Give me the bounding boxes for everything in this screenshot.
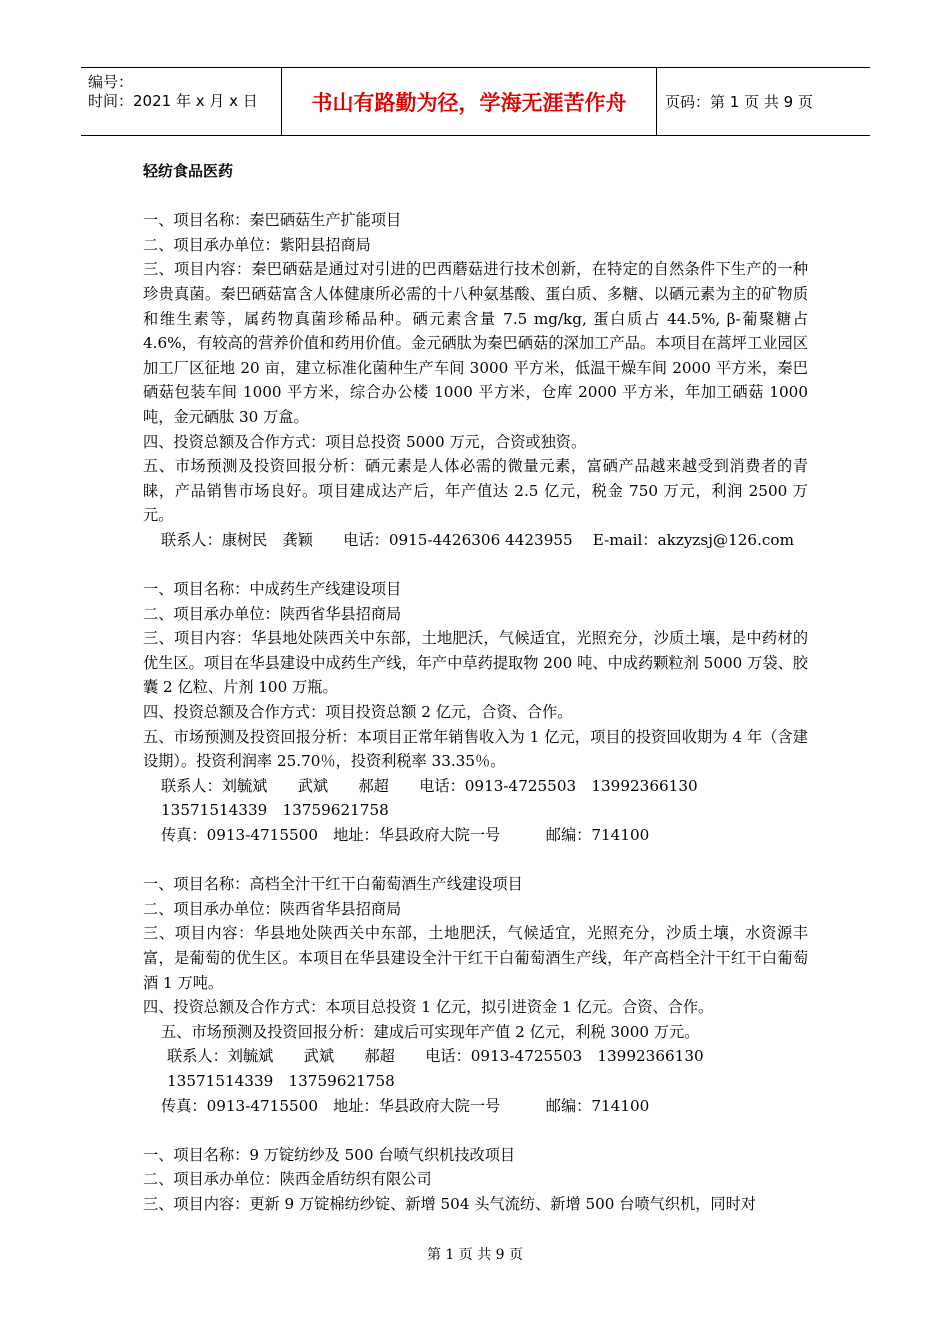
project-fax: 传真：0913-4715500 地址：华县政府大院一号 邮编：714100	[161, 826, 650, 845]
project-content: 三、项目内容：秦巴硒菇是通过对引进的巴西蘑菇进行技术创新，在特定的自然条件下生产的一种珍贵真菌。秦巴硒菇富含人体健康所必需的十八种氨基酸、蛋白质、多糖、以硒元素为主的矿物质和维生素等，属药物真菌珍稀品种。硒元素含量 7.5 mg/kg, 蛋白质占 44.5%, β-葡聚糖占 4.6%，有较高的营养价值和药用价值。金元硒肽为秦巴硒菇的深加工产品。本项目在蒿坪工业园区加工厂区征地 20 亩，建立标准化菌种生产车间 3000 平方米，低温干燥车间 2000 平方米，秦巴硒菇包装车间 1000 平方米，综合办公楼 1000 平方米，仓库 2000 平方米，年加工硒菇 1000 吨，金元硒肽 30 万盒。	[143, 260, 808, 426]
header-table	[81, 67, 870, 136]
project-org: 二、项目承办单位：陕西省华县招商局	[143, 899, 402, 918]
project-name: 一、项目名称：中成药生产线建设项目	[143, 580, 402, 599]
project-content: 三、项目内容：华县地处陕西关中东部，土地肥沃，气候适宜，光照充分，沙质土壤，水资源丰富，是葡萄的优生区。本项目在华县建设全汁干红干白葡萄酒生产线，年产高档全汁干红干白葡萄酒 1 万吨。	[143, 924, 808, 992]
project-content: 三、项目内容：华县地处陕西关中东部，土地肥沃，气候适宜，光照充分，沙质土壤，是中药材的优生区。项目在华县建设中成药生产线，年产中草药提取物 200 吨、中成药颗粒剂 5000 万袋、胶囊 2 亿粒、片剂 100 万瓶。	[143, 629, 808, 697]
project-name: 一、项目名称：9 万锭纺纱及 500 台喷气织机技改项目	[143, 1145, 516, 1164]
project-investment: 四、投资总额及合作方式：项目投资总额 2 亿元，合资、合作。	[143, 703, 573, 722]
paragraph-gap	[143, 1118, 808, 1143]
header-motto: 书山有路勤为径，学海无涯苦作舟	[282, 68, 657, 135]
project-fax: 传真：0913-4715500 地址：华县政府大院一号 邮编：714100	[161, 1096, 650, 1115]
document-body	[143, 159, 808, 1217]
section-title: 轻纺食品医药	[143, 162, 234, 180]
project-market: 五、市场预测及投资回报分析：建成后可实现年产值 2 亿元，利税 3000 万元。	[161, 1022, 700, 1041]
document-number-label: 编号：	[88, 73, 134, 91]
paragraph-gap	[143, 848, 808, 873]
project-name: 一、项目名称：秦巴硒菇生产扩能项目	[143, 211, 402, 230]
document-date-label: 时间：2021 年 x 月 x 日	[88, 92, 258, 110]
project-org: 二、项目承办单位：陕西省华县招商局	[143, 604, 402, 623]
project-org: 二、项目承办单位：紫阳县招商局	[143, 235, 371, 254]
header-meta	[81, 68, 282, 135]
page-footer: 第 1 页 共 9 页	[426, 1247, 524, 1263]
project-contact: 联系人：刘毓斌 武斌 郝超 电话：0913-4725503 13992366130 13571514339 13759621758	[161, 776, 713, 820]
project-market: 五、市场预测及投资回报分析：硒元素是人体必需的微量元素，富硒产品越来越受到消费者的青睐，产品销售市场良好。项目建成达产后，年产值达 2.5 亿元，税金 750 万元，利润 2500 万元。	[143, 457, 808, 525]
project-name: 一、项目名称：高档全汁干红干白葡萄酒生产线建设项目	[143, 875, 523, 894]
project-investment: 四、投资总额及合作方式：项目总投资 5000 万元，合资或独资。	[143, 432, 587, 451]
paragraph-gap	[143, 553, 808, 578]
project-investment: 四、投资总额及合作方式：本项目总投资 1 亿元，拟引进资金 1 亿元。合资、合作。	[143, 998, 714, 1017]
project-contact: 联系人：刘毓斌 武斌 郝超 电话：0913-4725503 13992366130 13571514339 13759621758	[167, 1047, 719, 1090]
project-org: 二、项目承办单位：陕西金盾纺织有限公司	[143, 1170, 432, 1189]
project-market: 五、市场预测及投资回报分析：本项目正常年销售收入为 1 亿元，项目的投资回收期为 4 年（含建设期）。投资利润率 25.70％，投资利税率 33.35％。	[143, 727, 808, 771]
project-content: 三、项目内容：更新 9 万锭棉纺纱锭、新增 504 头气流纺、新增 500 台喷气织机，同时对	[143, 1194, 756, 1213]
project-contact: 联系人：康树民 龚颖 电话：0915-4426306 4423955 E-mail：akzyzsj@126.com	[161, 530, 794, 549]
header-page-info: 页码：第 1 页 共 9 页	[665, 93, 813, 111]
